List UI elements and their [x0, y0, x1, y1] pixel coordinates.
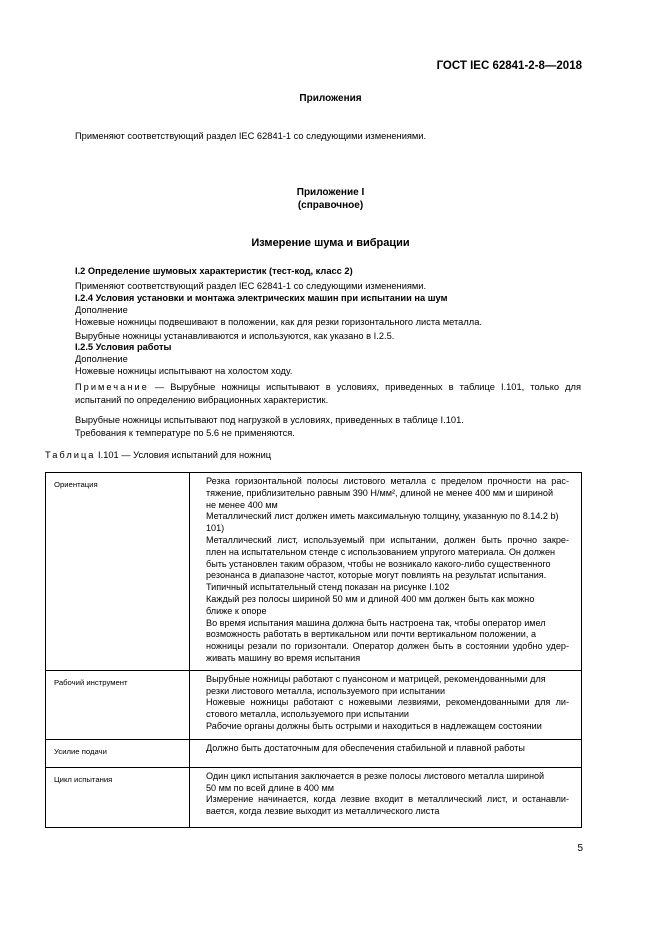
- row-text-line: Один цикл испытания заключается в резке полосы листового металла шириной: [206, 770, 545, 781]
- row-text-line: вается, когда лезвие выходит из металлического листа: [206, 806, 440, 817]
- row-text-line: тяжение, приблизительно равным 390 Н/мм², длиной не менее 400 мм и шириной: [206, 487, 554, 498]
- page-number: 5: [577, 843, 583, 854]
- row-text-line: ножницы резали по горизонтали. Оператор должен быть в состоянии удобно удер-: [206, 641, 569, 652]
- note-paragraph: [75, 381, 581, 406]
- table-row: [46, 739, 582, 767]
- clause-i2-heading: I.2 Определение шумовых характеристик (тест-код, класс 2): [75, 266, 353, 276]
- row-text-line: Резка горизонтальной полосы листового металла с пределом прочности на рас-: [206, 476, 569, 486]
- row-text-line: Каждый рез полосы шириной 50 мм и длиной 400 мм должен быть как можно: [206, 593, 535, 604]
- row-text-line: Измерение начинается, когда лезвие входит в металлический лист, и останавли-: [206, 794, 569, 805]
- row-text-line: резки листового металла, используемого при испытании: [206, 685, 446, 696]
- row-text-line: резонанса в диапазоне частот, которые могут повлиять на результат испытания.: [206, 570, 547, 581]
- clause-i24-text-1: Ножевые ножницы подвешивают в положении, как для резки горизонтального листа металла.: [75, 317, 482, 327]
- annex-subtitle: (справочное): [297, 200, 364, 211]
- row-text-line: возможность работать в вертикальном или почти вертикальном положении, а: [206, 629, 537, 640]
- table-caption: [45, 449, 271, 462]
- row-text-line: Типичный испытательный стенд показан на рисунке I.102: [206, 582, 450, 593]
- row-label: Усилие подачи: [46, 739, 190, 767]
- row-content: [190, 739, 582, 767]
- table-row: [46, 670, 582, 739]
- row-content: [190, 767, 582, 827]
- load-text: Вырубные ножницы испытывают под нагрузкой в условиях, приведенных в таблице I.101.: [75, 415, 464, 425]
- row-text-line: Металлический лист должен иметь максимальную толщину, указанную по 8.14.2 b): [206, 511, 559, 522]
- row-text-line: Вырубные ножницы работают с пуансоном и матрицей, рекомендованными для: [206, 673, 546, 684]
- appendices-title: Приложения: [299, 93, 362, 104]
- row-text-line: 101): [206, 523, 225, 534]
- row-text-line: Металлический лист, используемый при испытании, должен быть прочно закре-: [206, 534, 569, 545]
- row-label: Цикл испытания: [46, 767, 190, 827]
- row-text-line: живать машину во время испытания: [206, 652, 361, 663]
- clause-i24-heading: I.2.4 Условия установки и монтажа электрических машин при испытании на шум: [75, 293, 448, 303]
- row-text-line: Ножевые ножницы работают с ножевыми лезвиями, рекомендованными для ли-: [206, 697, 569, 708]
- row-label: Ориентация: [46, 473, 190, 671]
- clause-i25-text: Ножевые ножницы испытывают на холостом ходу.: [75, 366, 293, 376]
- table-caption-text: I.101 — Условия испытаний для ножниц: [95, 450, 272, 460]
- row-content: [190, 670, 582, 739]
- note-text: — Вырубные ножницы испытывают в условиях, приведенных в таблице I.101, только для испытаний по определению вибрационных характеристик.: [75, 382, 581, 405]
- addition-label-1: Дополнение: [75, 305, 128, 315]
- row-text-line: быть установлен таким образом, чтобы не возникало какого-либо существенного: [206, 558, 551, 569]
- row-content: [190, 473, 582, 671]
- row-label: Рабочий инструмент: [46, 670, 190, 739]
- row-text-line: Должно быть достаточным для обеспечения стабильной и плавной работы: [206, 742, 525, 753]
- row-text-line: 50 мм по всей длине в 400 мм: [206, 782, 334, 793]
- row-text-line: Во время испытания машина должна быть настроена так, чтобы оператор имел: [206, 617, 546, 628]
- temperature-text: Требования к температуре по 5.6 не применяются.: [75, 428, 295, 438]
- annex-heading: Измерение шума и вибрации: [251, 237, 410, 249]
- row-text-line: ближе к опоре: [206, 605, 267, 616]
- clause-i25-heading: I.2.5 Условия работы: [75, 342, 172, 352]
- clause-i24-text-2: Вырубные ножницы устанавливаются и используются, как указано в I.2.5.: [75, 331, 395, 341]
- table-row: [46, 767, 582, 827]
- row-text-line: плен на испытательном стенде с использованием упругого материала. Он должен: [206, 546, 556, 557]
- table-caption-label: Таблица: [45, 450, 96, 460]
- addition-label-2: Дополнение: [75, 354, 128, 364]
- table-row: [46, 473, 582, 671]
- row-text-line: стового металла, используемого при испытании: [206, 709, 410, 720]
- note-label: Примечание: [75, 382, 149, 392]
- clause-i2-text: Применяют соответствующий раздел IEC 62841-1 со следующими изменениями.: [75, 281, 427, 291]
- document-code: ГОСТ IEC 62841-2-8—2018: [436, 60, 582, 72]
- appendices-text: Применяют соответствующий раздел IEC 62841-1 со следующими изменениями.: [75, 131, 427, 141]
- row-text-line: Рабочие органы должны быть острыми и находиться в надлежащем состоянии: [206, 720, 542, 731]
- annex-title: Приложение I: [296, 187, 365, 198]
- test-conditions-table: [45, 472, 582, 828]
- row-text-line: не менее 400 мм: [206, 499, 278, 510]
